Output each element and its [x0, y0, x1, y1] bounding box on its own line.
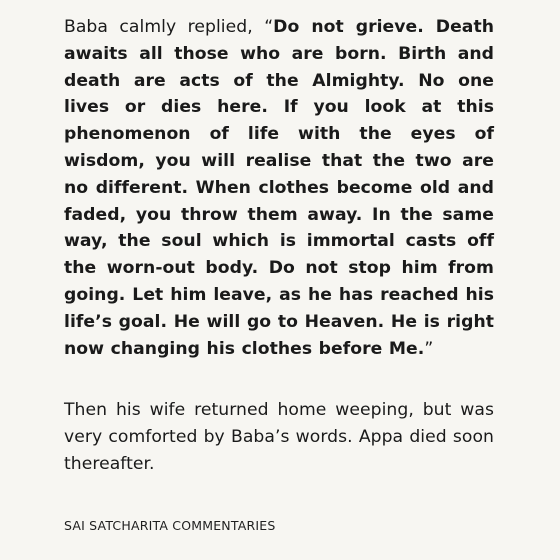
quote-close: ” — [424, 338, 434, 359]
narrative-paragraph: Then his wife returned home weeping, but was very comforted by Baba’s words. Appa died soon thereafter. — [64, 400, 494, 474]
quote-paragraph — [64, 14, 494, 362]
quote-intro: Baba calmly replied, “ — [64, 17, 274, 37]
quote-text: Do not grieve. Death awaits all those who are born. Birth and death are acts of the Almighty. No one lives or dies here. If you look at this phenomenon of life with the eyes of wisdom, you will realise that the two are no different. When clothes become old and faded, you throw them away. In the same way, the soul which is immortal casts off the worn-out body. Do not stop him from going. Let him leave, as he has reached his life’s goal. He will go to Heaven. He is right now changing his clothes before Me. — [64, 17, 495, 359]
footer-label: SAI SATCHARITA COMMENTARIES — [64, 518, 276, 533]
